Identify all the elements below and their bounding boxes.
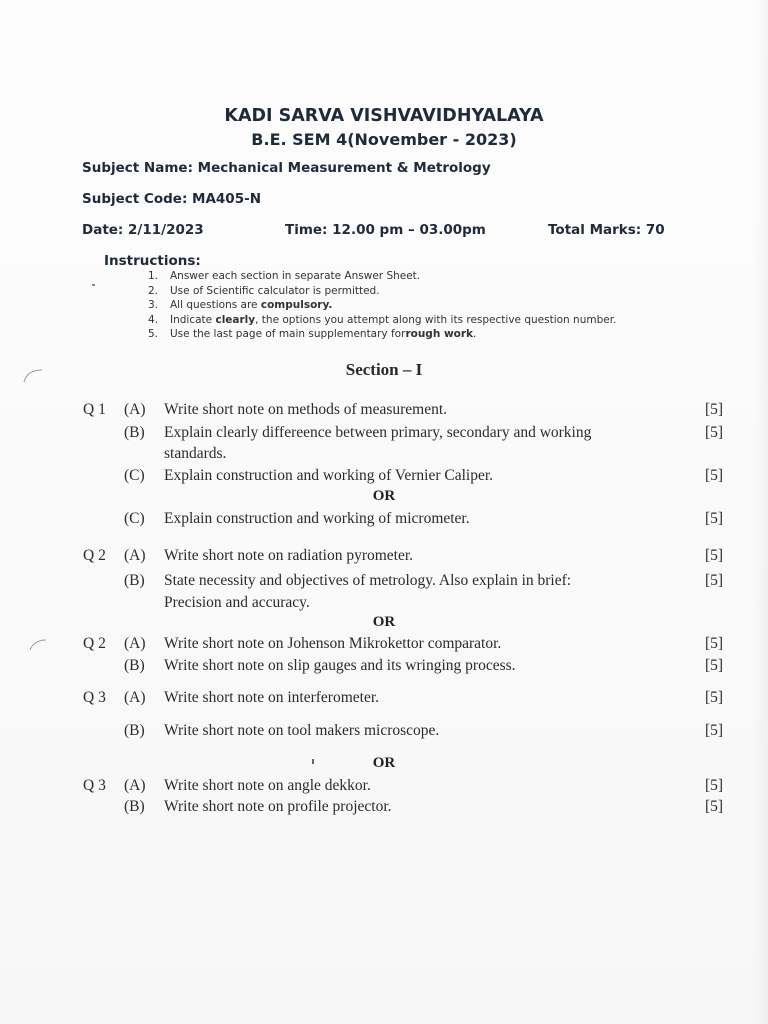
question-text: Write short note on Johenson Mikrokettor comparator.: [164, 635, 502, 652]
instruction-item: [148, 270, 420, 282]
or-divider: OR: [372, 755, 396, 771]
or-divider: OR: [372, 614, 396, 630]
instruction-text: Use of Scientific calculator is permitted.: [170, 285, 380, 297]
question-number: Q 3: [83, 777, 106, 794]
question-text: State necessity and objectives of metrology. Also explain in brief:: [164, 572, 572, 589]
question-text-continued: Precision and accuracy.: [164, 594, 310, 611]
question-text: Explain clearly differeence between primary, secondary and working: [164, 424, 592, 441]
question-text: Write short note on interferometer.: [164, 689, 380, 706]
instruction-text: Answer each section in separate Answer Sheet.: [170, 270, 421, 282]
question-number: Q 3: [83, 689, 106, 706]
instruction-bold-text: compulsory.: [260, 299, 333, 311]
scan-speck: [312, 759, 314, 764]
question-marks: [5]: [705, 635, 724, 652]
question-text: Write short note on tool makers microscope.: [164, 722, 440, 739]
instruction-number: 4.: [148, 314, 159, 326]
instructions-heading: Instructions:: [104, 253, 201, 269]
question-number: Q 2: [83, 547, 106, 564]
or-divider: OR: [372, 488, 396, 504]
instruction-number: 5.: [148, 328, 159, 340]
instruction-item: [148, 285, 380, 297]
instruction-item: [148, 299, 332, 311]
semester-title: B.E. SEM 4(November - 2023): [251, 130, 517, 149]
instruction-text: All questions are: [170, 299, 261, 311]
instruction-text: Use the last page of main supplementary for: [170, 328, 406, 340]
instruction-text-tail: .: [473, 328, 477, 340]
question-marks: [5]: [705, 689, 724, 706]
question-marks: [5]: [705, 467, 724, 484]
instruction-item: [148, 314, 616, 326]
question-part: (A): [124, 635, 146, 652]
instruction-text: Indicate: [170, 314, 216, 326]
exam-time: Time: 12.00 pm – 03.00pm: [285, 222, 486, 238]
question-marks: [5]: [705, 657, 724, 674]
section-title: Section – I: [345, 360, 423, 379]
question-text: Explain construction and working of micrometer.: [164, 510, 470, 527]
question-part: (A): [124, 777, 146, 794]
page-edge-shadow: [754, 0, 768, 1024]
question-marks: [5]: [705, 722, 724, 739]
instruction-bold-text: clearly: [215, 314, 256, 326]
question-number: Q 2: [83, 635, 106, 652]
question-text: Write short note on angle dekkor.: [164, 777, 371, 794]
instruction-text-tail: , the options you attempt along with its respective question number.: [255, 314, 617, 326]
instruction-item: [148, 328, 476, 340]
question-part: (B): [124, 424, 145, 441]
question-marks: [5]: [705, 401, 724, 418]
scan-mark: [18, 366, 48, 386]
question-text: Explain construction and working of Vernier Caliper.: [164, 467, 494, 484]
question-marks: [5]: [705, 798, 724, 815]
instruction-bold-text: rough work: [405, 328, 474, 340]
question-part: (A): [124, 547, 146, 564]
question-number: Q 1: [83, 401, 106, 418]
question-part: (C): [124, 467, 145, 484]
question-part: (B): [124, 572, 145, 589]
question-part: (B): [124, 657, 145, 674]
question-text: Write short note on profile projector.: [164, 798, 392, 815]
question-part: (B): [124, 798, 145, 815]
question-text: Write short note on radiation pyrometer.: [164, 547, 414, 564]
question-marks: [5]: [705, 510, 724, 527]
instruction-number: 3.: [148, 299, 159, 311]
question-part: (C): [124, 510, 145, 527]
question-part: (A): [124, 401, 146, 418]
total-marks: Total Marks: 70: [548, 222, 665, 238]
question-marks: [5]: [705, 424, 724, 441]
question-marks: [5]: [705, 547, 724, 564]
question-marks: [5]: [705, 572, 724, 589]
question-part: (A): [124, 689, 146, 706]
question-marks: [5]: [705, 777, 724, 794]
instruction-number: 2.: [148, 285, 159, 297]
question-text: Write short note on slip gauges and its wringing process.: [164, 657, 516, 674]
subject-code: Subject Code: MA405-N: [82, 191, 262, 207]
question-text: Write short note on methods of measurement.: [164, 401, 448, 418]
question-part: (B): [124, 722, 145, 739]
subject-name: Subject Name: Mechanical Measurement & Metrology: [82, 160, 491, 176]
scan-mark: [24, 636, 54, 656]
university-title: KADI SARVA VISHVAVIDHYALAYA: [224, 106, 544, 126]
instruction-number: 1.: [148, 270, 159, 282]
exam-date: Date: 2/11/2023: [82, 222, 204, 238]
scan-speck: [92, 284, 95, 286]
question-text-continued: standards.: [164, 445, 227, 462]
